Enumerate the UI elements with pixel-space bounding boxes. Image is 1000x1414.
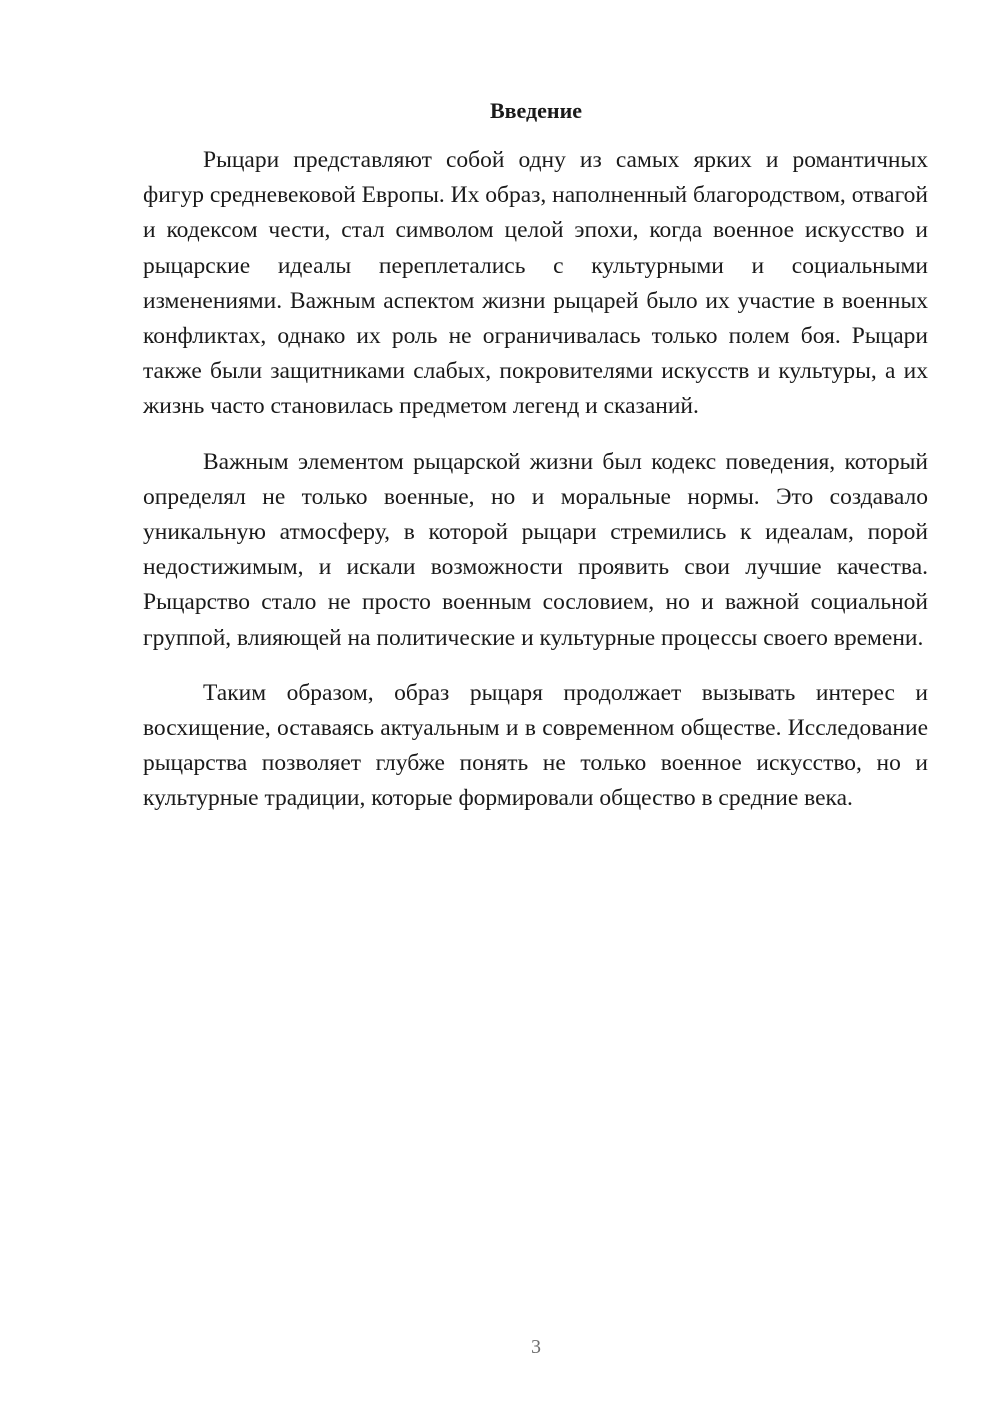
paragraph-2: Важным элементом рыцарской жизни был кодекс поведения, который определял не только военные, но и моральные нормы. Это создавало уникальную атмосферу, в которой рыцари стремились к идеалам, порой недостижимым, и искали возможности проявить свои лучшие качества. Рыцарство стало не просто военным сословием, но и важной социальной группой, влияющей на политические и культурные процессы своего времени. [143,448,928,651]
paragraph-1: Рыцари представляют собой одну из самых ярких и романтичных фигур средневековой Европы. Их образ, наполненный благородством, отвагой и кодексом чести, стал символом целой эпохи, когда военное искусство и рыцарские идеалы переплетались с культурными и социальными изменениями. Важным аспектом жизни рыцарей было их участие в военных конфликтах, однако их роль не ограничивалась только полем боя. Рыцари также были защитниками слабых, покровителями искусств и культуры, а их жизнь часто становилась предметом легенд и сказаний. [143,147,928,420]
page-number: 3 [531,1336,541,1358]
body-text [143,143,928,837]
section-heading: Введение [489,98,583,123]
paragraph-3: Таким образом, образ рыцаря продолжает вызывать интерес и восхищение, оставаясь актуальным и в современном обществе. Исследование рыцарства позволяет глубже понять не только военное искусство, но и культурные традиции, которые формировали общество в средние века. [143,679,928,812]
